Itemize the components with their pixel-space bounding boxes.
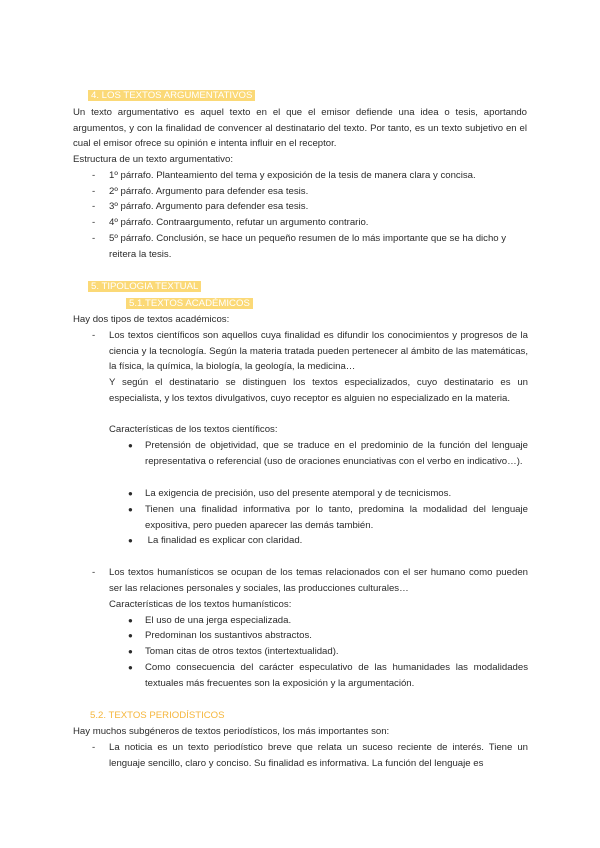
dash-marker: - <box>92 201 96 212</box>
bullet-marker: ● <box>128 631 133 640</box>
dash-marker: - <box>92 567 96 578</box>
list-item-text: 1º párrafo. Planteamiento del tema y exposición de la tesis de manera clara y concisa. <box>109 170 476 181</box>
news-paragraph: La noticia es un texto periodístico breve que relata un suceso reciente de interés. Tiene un lenguaje sencillo, claro y conciso. Su finalidad es informativa. La función del lenguaje es <box>109 742 528 769</box>
bullet-marker: ● <box>128 616 133 625</box>
list-item <box>92 184 528 200</box>
subsection-5-1-heading <box>126 296 253 312</box>
subsection-5-1-title: 5.1.TEXTOS ACADÉMICOS <box>126 298 253 309</box>
list-item-text: 5º párrafo. Conclusión, se hace un pequeño resumen de lo más importante que se ha dicho y reitera la tesis. <box>109 233 507 260</box>
scientific-paragraph-1: Los textos científicos son aquellos cuya finalidad es difundir los conocimientos y progresos de la ciencia y la tecnología. Según la materia tratada pueden pertenecer al ámbito de las matemáticas, la física, la química, la biología, la geología, la medicina… <box>109 330 528 373</box>
list-item-text: 2º párrafo. Argumento para defender esa tesis. <box>109 186 309 197</box>
list-item-text: Tienen una finalidad informativa por lo tanto, predomina la modalidad del lenguaje expositiva, pero pueden aparecer las demás también. <box>145 504 528 531</box>
section-5-heading <box>88 279 201 295</box>
list-item <box>128 486 528 502</box>
bullet-marker: ● <box>128 441 133 450</box>
scientific-paragraph-2: Y según el destinatario se distinguen los textos especializados, cuyo destinatario es un especialista, y los textos divulgativos, cuyo receptor es alguien no especializado en la materia. <box>109 377 528 404</box>
bullet-marker: ● <box>128 647 133 656</box>
dash-marker: - <box>92 170 96 181</box>
section-5-title: 5. TIPOLOGIA TEXTUAL <box>88 281 201 292</box>
section-4-heading <box>88 88 255 104</box>
list-item <box>92 199 528 215</box>
list-item-text: La finalidad es explicar con claridad. <box>145 535 303 546</box>
section-4-intro: Un texto argumentativo es aquel texto en el que el emisor defiende una idea o tesis, aportando argumentos, y con la finalidad de convencer al destinatario del texto. Por tanto, es un texto subjetivo en el cual el emisor ofrece su opinión e intenta influir en el receptor. <box>73 107 527 150</box>
list-item-text: Predominan los sustantivos abstractos. <box>145 630 312 641</box>
list-item <box>128 502 528 534</box>
journalistic-intro: Hay muchos subgéneros de textos periodísticos, los más importantes son: <box>73 726 390 737</box>
humanistic-characteristics-label: Características de los textos humanísticos: <box>109 599 292 610</box>
dash-marker: - <box>92 186 96 197</box>
subsection-5-2-title: 5.2. TEXTOS PERIODÍSTICOS <box>90 710 225 721</box>
list-item <box>128 628 528 644</box>
humanistic-paragraph: Los textos humanísticos se ocupan de los temas relacionados con el ser humano como pueden ser las relaciones personales y sociales, las producciones culturales… <box>109 567 528 594</box>
section-4-title: 4. LOS TEXTOS ARGUMENTATIVOS <box>88 90 255 101</box>
dash-marker: - <box>92 233 96 244</box>
list-item <box>92 215 528 231</box>
academic-intro: Hay dos tipos de textos académicos: <box>73 314 230 325</box>
bullet-marker: ● <box>128 536 133 545</box>
bullet-marker: ● <box>128 663 133 672</box>
dash-marker: - <box>92 742 96 753</box>
list-item <box>92 168 528 184</box>
list-item-text: Toman citas de otros textos (intertextualidad). <box>145 646 339 657</box>
list-item-text: La exigencia de precisión, uso del presente atemporal y de tecnicismos. <box>145 488 452 499</box>
list-item <box>128 644 528 660</box>
list-item-text: Pretensión de objetividad, que se traduce en el predominio de la función del lenguaje representativa o referencial (uso de oraciones enunciativas con el verbo en indicativo…). <box>145 440 528 467</box>
list-item-text: El uso de una jerga especializada. <box>145 615 292 626</box>
list-item <box>128 533 528 549</box>
dash-marker: - <box>92 330 96 341</box>
list-item <box>128 613 528 629</box>
list-item-text: 4º párrafo. Contraargumento, refutar un argumento contrario. <box>109 217 369 228</box>
list-item <box>92 231 528 263</box>
list-item-text: 3º párrafo. Argumento para defender esa tesis. <box>109 201 309 212</box>
list-item <box>128 660 528 692</box>
structure-label: Estructura de un texto argumentativo: <box>73 154 233 165</box>
dash-marker: - <box>92 217 96 228</box>
list-item-text: Como consecuencia del carácter especulativo de las humanidades las modalidades textuales más frecuentes son la exposición y la argumentación. <box>145 662 528 689</box>
bullet-marker: ● <box>128 489 133 498</box>
list-item <box>128 438 528 486</box>
bullet-marker: ● <box>128 505 133 514</box>
scientific-characteristics-label: Características de los textos científicos: <box>109 424 278 435</box>
